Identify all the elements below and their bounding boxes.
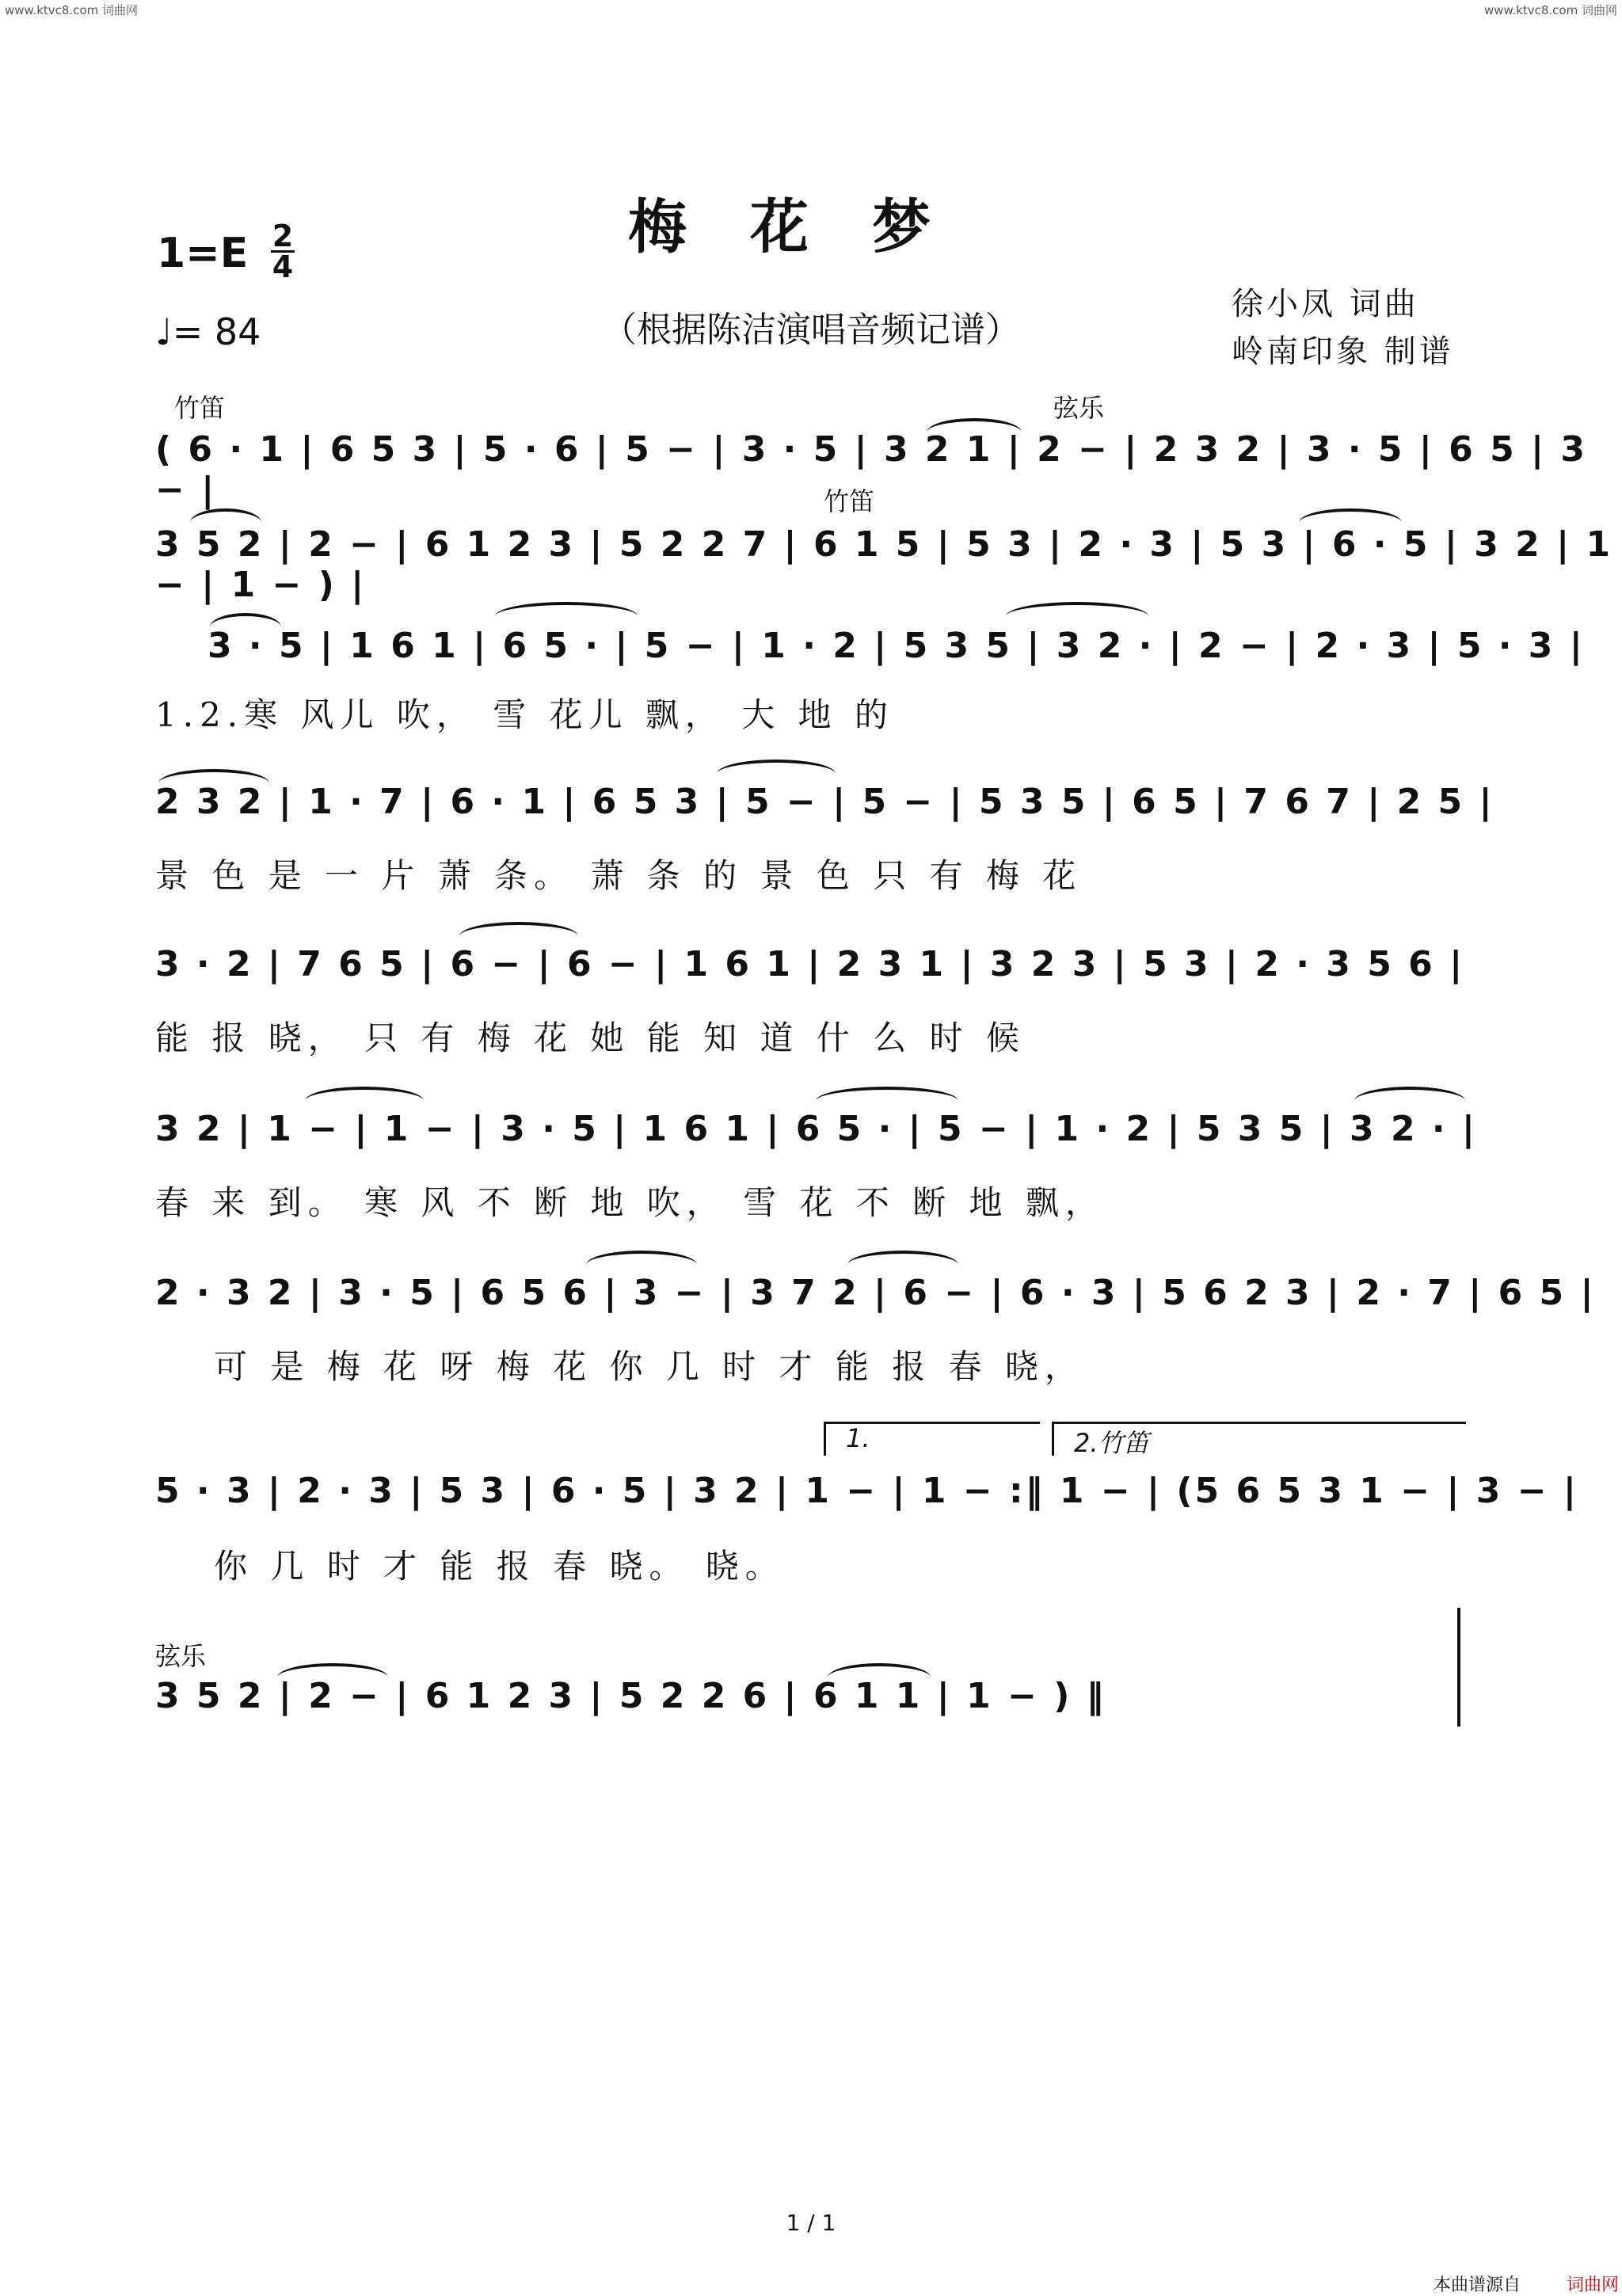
notation-line: 3 2 | 1 − | 1 − | 3 · 5 | 1 6 1 | 6 5 · | 5 − | 1 · 2 | 5 3 5 | 3 2 · | bbox=[155, 1109, 1477, 1149]
score-system-7 bbox=[0, 1255, 1622, 1398]
slur bbox=[210, 613, 281, 627]
subtitle: （根据陈洁演唱音频记谱） bbox=[602, 310, 1020, 350]
slur bbox=[828, 1663, 931, 1677]
song-title: 梅花梦 bbox=[628, 193, 994, 261]
notation-line: ( 6 · 1 | 6 5 3 | 5 · 6 | 5 − | 3 · 5 | 3 2 1 | 2 − | 2 3 2 | 3 · 5 | 6 5 | 3 − | bbox=[155, 429, 1588, 510]
slur bbox=[586, 1251, 697, 1265]
notation-line: 2 · 3 2 | 3 · 5 | 6 5 6 | 3 − | 3 7 2 | 6 − | 6 · 3 | 5 6 2 3 | 2 · 7 | 6 5 | bbox=[155, 1273, 1596, 1313]
footer-brand-site: 词曲网 bbox=[1567, 2275, 1620, 2295]
score-system-4 bbox=[0, 764, 1622, 907]
slur bbox=[927, 418, 1022, 432]
notation-line: 3 · 2 | 7 6 5 | 6 − | 6 − | 1 6 1 | 2 3 1 | 3 2 3 | 5 3 | 2 · 3 5 6 | bbox=[155, 944, 1465, 984]
score-system-3 bbox=[0, 602, 1622, 744]
site-header-right: www.ktvc8.com 词曲网 bbox=[1483, 3, 1617, 17]
composer-credit: 徐小凤 词曲 bbox=[1232, 286, 1419, 322]
notation-line: 3 · 5 | 1 6 1 | 6 5 · | 5 − | 1 · 2 | 5 3 5 | 3 2 · | 2 − | 2 · 3 | 5 · 3 | bbox=[208, 626, 1585, 666]
arranger-credit: 岭南印象 制谱 bbox=[1232, 333, 1454, 370]
score-system-5 bbox=[0, 927, 1622, 1069]
time-signature-top: 2 bbox=[272, 219, 294, 253]
score-system-9 bbox=[0, 1608, 1622, 1750]
instrument-label: 弦乐 bbox=[155, 1641, 207, 1671]
notation-line: 5 · 3 | 2 · 3 | 5 3 | 6 · 5 | 3 2 | 1 − | 1 − :‖ 1 − | (5 6 5 3 1 − | 3 − | bbox=[155, 1471, 1578, 1511]
time-signature-bottom: 4 bbox=[272, 249, 294, 284]
slur bbox=[190, 508, 261, 523]
instrument-label: 弦乐 bbox=[1053, 393, 1105, 423]
slur bbox=[717, 760, 836, 774]
slur bbox=[1354, 1087, 1465, 1101]
notation-line: 3 5 2 | 2 − | 6 1 2 3 | 5 2 2 6 | 6 1 1 | 1 − ) ‖ bbox=[155, 1676, 1106, 1716]
slur bbox=[305, 1087, 424, 1101]
tempo-marking: ♩= 84 bbox=[155, 310, 261, 353]
final-barline bbox=[1457, 1608, 1460, 1727]
lyrics-line: 1.2.寒 风儿 吹， 雪 花儿 飘， 大 地 的 bbox=[155, 695, 894, 734]
lyrics-line: 可 是 梅 花 呀 梅 花 你 几 时 才 能 报 春 晓， bbox=[214, 1347, 1084, 1386]
score-system-6 bbox=[0, 1091, 1622, 1234]
slur bbox=[495, 602, 638, 616]
volta-label-2: 2.竹笛 bbox=[1074, 1428, 1149, 1458]
key-signature: 1=E bbox=[157, 230, 249, 277]
notation-line: 3 5 2 | 2 − | 6 1 2 3 | 5 2 2 7 | 6 1 5 | 5 3 | 2 · 3 | 5 3 | 6 · 5 | 3 2 | 1 − | 1 − ) | bbox=[155, 524, 1613, 605]
slur bbox=[1299, 508, 1402, 523]
footer-brand: 本曲谱源自 bbox=[1434, 2275, 1521, 2295]
instrument-label: 竹笛 bbox=[824, 486, 875, 516]
page-number: 1 / 1 bbox=[786, 2210, 836, 2236]
lyrics-line: 你 几 时 才 能 报 春 晓。 晓。 bbox=[214, 1547, 785, 1586]
slur bbox=[158, 769, 269, 783]
time-signature bbox=[271, 219, 295, 284]
slur bbox=[1006, 602, 1148, 616]
slur bbox=[459, 922, 578, 936]
volta-label-1: 1. bbox=[846, 1423, 870, 1453]
notation-line: 2 3 2 | 1 · 7 | 6 · 1 | 6 5 3 | 5 − | 5 − | 5 3 5 | 6 5 | 7 6 7 | 2 5 | bbox=[155, 782, 1494, 822]
lyrics-line: 景 色 是 一 片 萧 条。 萧 条 的 景 色 只 有 梅 花 bbox=[155, 856, 1083, 895]
lyrics-line: 能 报 晓， 只 有 梅 花 她 能 知 道 什 么 时 候 bbox=[155, 1019, 1026, 1057]
slur bbox=[816, 1087, 958, 1101]
slur bbox=[847, 1251, 958, 1265]
site-header-left: www.ktvc8.com 词曲网 bbox=[5, 3, 139, 17]
slur bbox=[277, 1663, 388, 1677]
score-system-8 bbox=[0, 1422, 1622, 1586]
instrument-label: 竹笛 bbox=[174, 393, 226, 423]
lyrics-line: 春 来 到。 寒 风 不 断 地 吹， 雪 花 不 断 地 飘， bbox=[155, 1183, 1105, 1222]
